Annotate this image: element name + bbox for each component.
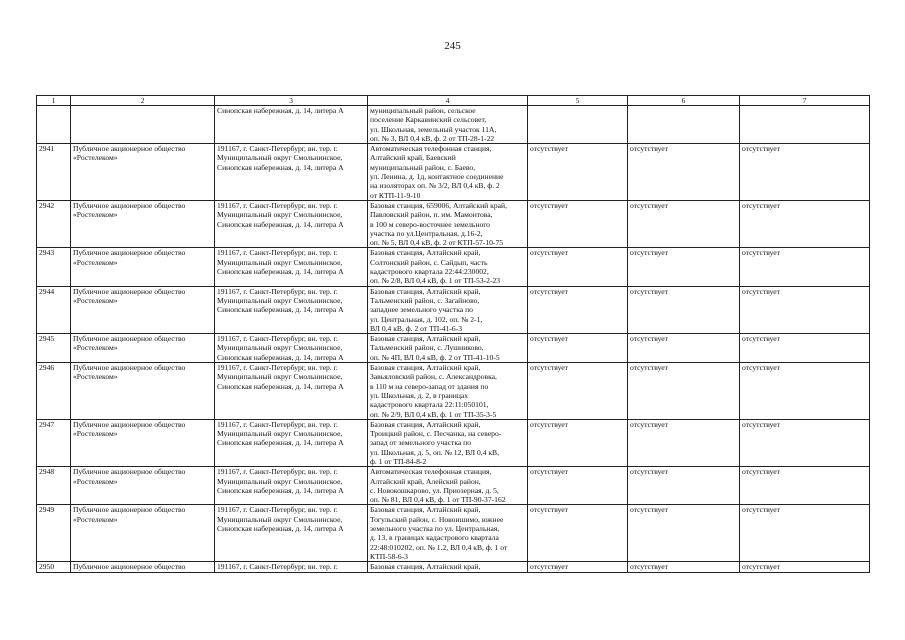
column-header: 2 <box>71 96 215 106</box>
owner-cell: Публичное акционерное общество «Ростелеком» <box>71 200 215 247</box>
owner-cell <box>71 106 215 144</box>
row-number: 2948 <box>37 467 71 505</box>
table-header-row <box>37 96 870 106</box>
column-7-cell: отсутствует <box>740 467 870 505</box>
page-number: 245 <box>444 40 461 52</box>
location-cell: Базовая станция, Алтайский край, Солтонский район, с. Сайдып, часть кадастрового квартала 22:44:230002, оп. № 2/8, ВЛ 0,4 кВ, ф. 1 от ТП-53-2-23 <box>368 248 528 286</box>
table-row <box>37 363 870 420</box>
owner-cell: Публичное акционерное общество «Ростелеком» <box>71 419 215 466</box>
column-6-cell: отсутствует <box>628 467 740 505</box>
column-5-cell: отсутствует <box>528 419 628 466</box>
table-row <box>37 286 870 333</box>
row-number: 2946 <box>37 363 71 420</box>
table-row <box>37 248 870 286</box>
column-5-cell: отсутствует <box>528 144 628 201</box>
location-cell: Базовая станция, Алтайский край, Завьяловский район, с. Александровка, в 110 м на северо-запад от здания по ул. Школьная, д. 2, в границах кадастрового квартала 22:11:050101, оп. № 2/9, ВЛ 0,4 кВ, ф. 1 от ТП-35-3-5 <box>368 363 528 420</box>
address-cell: 191167, г. Санкт-Петербург, вн. тер. г. Муниципальный округ Смольнинское, Синопская набережная, д. 14, литера А <box>215 334 368 363</box>
column-7-cell: отсутствует <box>740 334 870 363</box>
row-number: 2950 <box>37 562 71 572</box>
table-row <box>37 106 870 144</box>
registry-table <box>36 95 870 573</box>
location-cell: Базовая станция, Алтайский край, <box>368 562 528 572</box>
owner-cell: Публичное акционерное общество «Ростелеком» <box>71 248 215 286</box>
owner-cell: Публичное акционерное общество «Ростелеком» <box>71 505 215 562</box>
address-cell: 191167, г. Санкт-Петербург, вн. тер. г. <box>215 562 368 572</box>
column-7-cell: отсутствует <box>740 286 870 333</box>
location-cell: Базовая станция, Алтайский край, Тальменский район, с. Загайново, западнее земельного участка по ул. Центральная, д. 102, оп. № 2-1, ВЛ 0,4 кВ, ф. 2 от ТП-41-6-3 <box>368 286 528 333</box>
column-7-cell: отсутствует <box>740 144 870 201</box>
address-cell: 191167, г. Санкт-Петербург, вн. тер. г. Муниципальный округ Смольнинское, Синопская набережная, д. 14, литера А <box>215 144 368 201</box>
column-5-cell: отсутствует <box>528 467 628 505</box>
location-cell: Автоматическая телефонная станция, Алтайский край, Баевский муниципальный район, с. Баево, ул. Ленина, д. 1д, контактное соединение на изоляторах оп. № 3/2, ВЛ 0,4 кВ, ф. 2 от КТП-11-9-10 <box>368 144 528 201</box>
row-number: 2942 <box>37 200 71 247</box>
table-row <box>37 200 870 247</box>
location-cell: Базовая станция, Алтайский край, Тогульский район, с. Новоишимо, южнее земельного участка по ул. Центральная, д. 13, в границах кадастрового квартала 22:48:010202, оп. № 1.2, ВЛ 0,4 кВ, ф. 1 от КТП-58-6-3 <box>368 505 528 562</box>
column-header: 3 <box>215 96 368 106</box>
column-7-cell <box>740 106 870 144</box>
column-header: 6 <box>628 96 740 106</box>
location-cell: Автоматическая телефонная станция, Алтайский край, Алейский район, с. Новокошкарово, ул. Приозерная, д. 5, оп. № 81, ВЛ 0,4 кВ, ф. 1 от ТП-90-37-162 <box>368 467 528 505</box>
location-cell: Базовая станция, Алтайский край, Троицкий район, с. Песчанка, на северо- запад от земельного участка по ул. Школьная, д. 5, оп. № 12, ВЛ 0,4 кВ, ф. 1 от ТП-84-8-2 <box>368 419 528 466</box>
column-5-cell: отсутствует <box>528 334 628 363</box>
column-6-cell: отсутствует <box>628 363 740 420</box>
column-7-cell: отсутствует <box>740 562 870 572</box>
table-row <box>37 144 870 201</box>
column-6-cell <box>628 106 740 144</box>
column-6-cell: отсутствует <box>628 286 740 333</box>
column-7-cell: отсутствует <box>740 505 870 562</box>
owner-cell: Публичное акционерное общество «Ростелеком» <box>71 363 215 420</box>
location-cell: муниципальный район, сельское поселение Каркавинский сельсовет, ул. Школьная, земельный участок 11А, оп. № 3, ВЛ 0,4 кВ, ф. 2 от ТП-28-1-22 <box>368 106 528 144</box>
column-5-cell: отсутствует <box>528 200 628 247</box>
column-7-cell: отсутствует <box>740 419 870 466</box>
table-row <box>37 505 870 562</box>
column-6-cell: отсутствует <box>628 419 740 466</box>
address-cell: 191167, г. Санкт-Петербург, вн. тер. г. Муниципальный округ Смольнинское, Синопская набережная, д. 14, литера А <box>215 363 368 420</box>
address-cell: 191167, г. Санкт-Петербург, вн. тер. г. Муниципальный округ Смольнинское, Синопская набережная, д. 14, литера А <box>215 505 368 562</box>
address-cell: Синопская набережная, д. 14, литера А <box>215 106 368 144</box>
column-7-cell: отсутствует <box>740 363 870 420</box>
row-number <box>37 106 71 144</box>
table-row <box>37 562 870 572</box>
column-header: 4 <box>368 96 528 106</box>
row-number: 2947 <box>37 419 71 466</box>
table-row <box>37 467 870 505</box>
table-row <box>37 419 870 466</box>
column-5-cell: отсутствует <box>528 505 628 562</box>
row-number: 2944 <box>37 286 71 333</box>
column-5-cell <box>528 106 628 144</box>
column-6-cell: отсутствует <box>628 505 740 562</box>
row-number: 2943 <box>37 248 71 286</box>
location-cell: Базовая станция, Алтайский край, Тальменский район, с. Лушниково, оп. № 4П, ВЛ 0,4 кВ, ф. 2 от ТП-41-10-5 <box>368 334 528 363</box>
address-cell: 191167, г. Санкт-Петербург, вн. тер. г. Муниципальный округ Смольнинское, Синопская набережная, д. 14, литера А <box>215 467 368 505</box>
column-header: 5 <box>528 96 628 106</box>
owner-cell: Публичное акционерное общество <box>71 562 215 572</box>
column-7-cell: отсутствует <box>740 200 870 247</box>
column-header: 7 <box>740 96 870 106</box>
address-cell: 191167, г. Санкт-Петербург, вн. тер. г. Муниципальный округ Смольнинское, Синопская набережная, д. 14, литера А <box>215 248 368 286</box>
column-5-cell: отсутствует <box>528 562 628 572</box>
column-6-cell: отсутствует <box>628 144 740 201</box>
row-number: 2941 <box>37 144 71 201</box>
column-6-cell: отсутствует <box>628 248 740 286</box>
column-6-cell: отсутствует <box>628 200 740 247</box>
address-cell: 191167, г. Санкт-Петербург, вн. тер. г. Муниципальный округ Смольнинское, Синопская набережная, д. 14, литера А <box>215 419 368 466</box>
address-cell: 191167, г. Санкт-Петербург, вн. тер. г. Муниципальный округ Смольнинское, Синопская набережная, д. 14, литера А <box>215 286 368 333</box>
row-number: 2949 <box>37 505 71 562</box>
owner-cell: Публичное акционерное общество «Ростелеком» <box>71 467 215 505</box>
owner-cell: Публичное акционерное общество «Ростелеком» <box>71 334 215 363</box>
row-number: 2945 <box>37 334 71 363</box>
column-5-cell: отсутствует <box>528 286 628 333</box>
address-cell: 191167, г. Санкт-Петербург, вн. тер. г. Муниципальный округ Смольнинское, Синопская набережная, д. 14, литера А <box>215 200 368 247</box>
location-cell: Базовая станция, 659006, Алтайский край, Павловский район, п. им. Мамонтова, в 100 м северо-восточнее земельного участка по ул.Центральная, д.16-2, оп. № 5, ВЛ 0,4 кВ, ф. 2 от КТП-57-10-75 <box>368 200 528 247</box>
column-7-cell: отсутствует <box>740 248 870 286</box>
column-5-cell: отсутствует <box>528 248 628 286</box>
owner-cell: Публичное акционерное общество «Ростелеком» <box>71 144 215 201</box>
column-6-cell: отсутствует <box>628 334 740 363</box>
column-6-cell: отсутствует <box>628 562 740 572</box>
table-row <box>37 334 870 363</box>
column-header: 1 <box>37 96 71 106</box>
column-5-cell: отсутствует <box>528 363 628 420</box>
owner-cell: Публичное акционерное общество «Ростелеком» <box>71 286 215 333</box>
